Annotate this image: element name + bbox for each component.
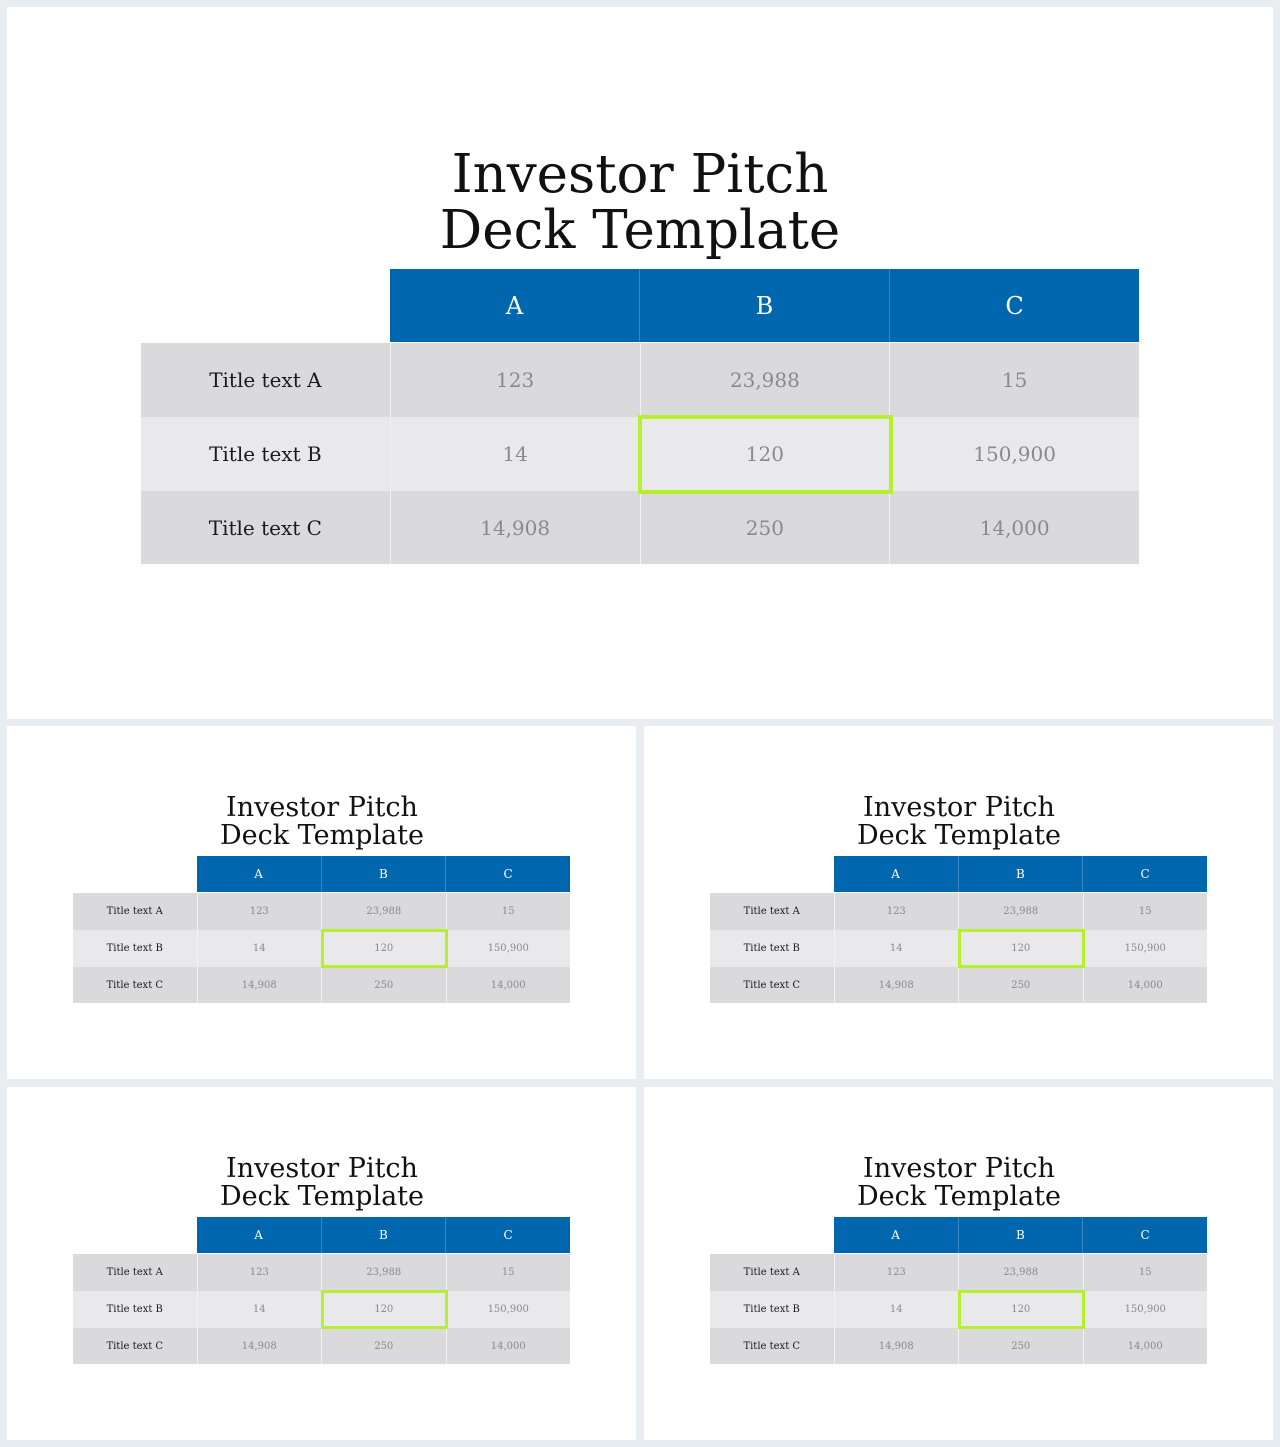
table-cell: 14,908 [835, 967, 960, 1003]
table-cell: 14 [198, 1291, 323, 1328]
slide-title: Investor Pitch Deck Template [219, 792, 425, 852]
table-cell: 14,908 [198, 1328, 323, 1364]
table-cell: 123 [391, 343, 641, 417]
header-blank-cell [710, 856, 834, 892]
table-cell: 120 [322, 1291, 447, 1328]
header-row [710, 1217, 1207, 1253]
table-row [710, 1291, 1207, 1328]
table-row [73, 893, 570, 930]
column-header-a: A [390, 269, 640, 342]
header-row [73, 1217, 570, 1253]
slide-title: Investor Pitch Deck Template [439, 144, 841, 261]
data-table [73, 856, 570, 1003]
table-cell: 23,988 [959, 1254, 1084, 1291]
header-blank-cell [710, 1217, 834, 1253]
table-cell: 250 [322, 1328, 447, 1364]
table-cell: 250 [959, 1328, 1084, 1364]
table-cell: 123 [198, 1254, 323, 1291]
row-label: Title text C [141, 491, 391, 564]
column-header-c: C [1083, 856, 1207, 892]
row-label: Title text B [710, 1291, 835, 1328]
table-cell: 14,000 [1084, 1328, 1208, 1364]
table-cell: 250 [322, 967, 447, 1003]
table-row [141, 417, 1139, 491]
table-cell: 14,000 [447, 1328, 571, 1364]
column-header-c: C [446, 856, 570, 892]
table-row [710, 930, 1207, 967]
table-row [710, 1254, 1207, 1291]
row-label: Title text B [710, 930, 835, 967]
table-cell: 14 [835, 1291, 960, 1328]
table-cell: 15 [447, 1254, 571, 1291]
table-cell: 150,900 [1084, 930, 1208, 967]
row-label: Title text C [710, 1328, 835, 1364]
row-label: Title text B [73, 1291, 198, 1328]
table-cell: 14 [391, 417, 641, 491]
column-header-a: A [197, 1217, 322, 1253]
header-blank-cell [141, 269, 390, 342]
column-header-a: A [834, 1217, 959, 1253]
slide-title: Investor Pitch Deck Template [856, 1153, 1062, 1213]
table-cell: 120 [322, 930, 447, 967]
table-row [73, 1291, 570, 1328]
table-row [710, 893, 1207, 930]
table-cell: 250 [959, 967, 1084, 1003]
table-cell: 150,900 [447, 930, 571, 967]
table-row [710, 967, 1207, 1003]
table-cell: 14,000 [1084, 967, 1208, 1003]
row-label: Title text A [710, 1254, 835, 1291]
row-label: Title text A [710, 893, 835, 930]
table-cell: 120 [959, 1291, 1084, 1328]
row-label: Title text B [73, 930, 198, 967]
table-row [73, 967, 570, 1003]
data-table [710, 856, 1207, 1003]
table-cell: 123 [198, 893, 323, 930]
table-cell: 14,908 [391, 491, 641, 564]
header-blank-cell [73, 1217, 197, 1253]
slide-thumbnail[interactable] [644, 1087, 1273, 1440]
table-cell: 14,908 [835, 1328, 960, 1364]
header-row [710, 856, 1207, 892]
table-row [141, 491, 1139, 564]
header-row [141, 269, 1139, 342]
table-row [73, 930, 570, 967]
table-cell: 14 [198, 930, 323, 967]
column-header-a: A [197, 856, 322, 892]
column-header-a: A [834, 856, 959, 892]
slide-large[interactable] [7, 7, 1273, 719]
slide-thumbnail[interactable] [7, 726, 636, 1079]
header-blank-cell [73, 856, 197, 892]
column-header-b: B [640, 269, 890, 342]
table-cell: 14,000 [447, 967, 571, 1003]
table-cell: 23,988 [959, 893, 1084, 930]
table-cell: 23,988 [322, 1254, 447, 1291]
table-row [73, 1328, 570, 1364]
table-row [73, 1254, 570, 1291]
column-header-b: B [959, 856, 1084, 892]
slide-thumbnail[interactable] [644, 726, 1273, 1079]
table-cell: 123 [835, 1254, 960, 1291]
table-cell: 23,988 [322, 893, 447, 930]
column-header-c: C [890, 269, 1139, 342]
table-cell: 123 [835, 893, 960, 930]
row-label: Title text A [73, 893, 198, 930]
table-row [710, 1328, 1207, 1364]
table-cell: 15 [1084, 893, 1208, 930]
row-label: Title text C [73, 967, 198, 1003]
table-cell: 23,988 [641, 343, 891, 417]
slide-title: Investor Pitch Deck Template [219, 1153, 425, 1213]
header-row [73, 856, 570, 892]
table-cell: 14,000 [890, 491, 1139, 564]
column-header-b: B [322, 1217, 447, 1253]
slide-title: Investor Pitch Deck Template [856, 792, 1062, 852]
row-label: Title text A [141, 343, 391, 417]
table-cell: 120 [641, 417, 891, 491]
table-cell: 120 [959, 930, 1084, 967]
table-cell: 150,900 [890, 417, 1139, 491]
column-header-b: B [959, 1217, 1084, 1253]
table-cell: 250 [641, 491, 891, 564]
slide-thumbnail[interactable] [7, 1087, 636, 1440]
row-label: Title text C [73, 1328, 198, 1364]
data-table [710, 1217, 1207, 1364]
table-cell: 15 [1084, 1254, 1208, 1291]
column-header-c: C [446, 1217, 570, 1253]
table-row [141, 343, 1139, 417]
row-label: Title text B [141, 417, 391, 491]
row-label: Title text A [73, 1254, 198, 1291]
data-table [141, 269, 1139, 564]
table-cell: 14 [835, 930, 960, 967]
table-cell: 150,900 [447, 1291, 571, 1328]
table-cell: 15 [890, 343, 1139, 417]
column-header-c: C [1083, 1217, 1207, 1253]
data-table [73, 1217, 570, 1364]
row-label: Title text C [710, 967, 835, 1003]
table-cell: 14,908 [198, 967, 323, 1003]
table-cell: 150,900 [1084, 1291, 1208, 1328]
table-cell: 15 [447, 893, 571, 930]
column-header-b: B [322, 856, 447, 892]
